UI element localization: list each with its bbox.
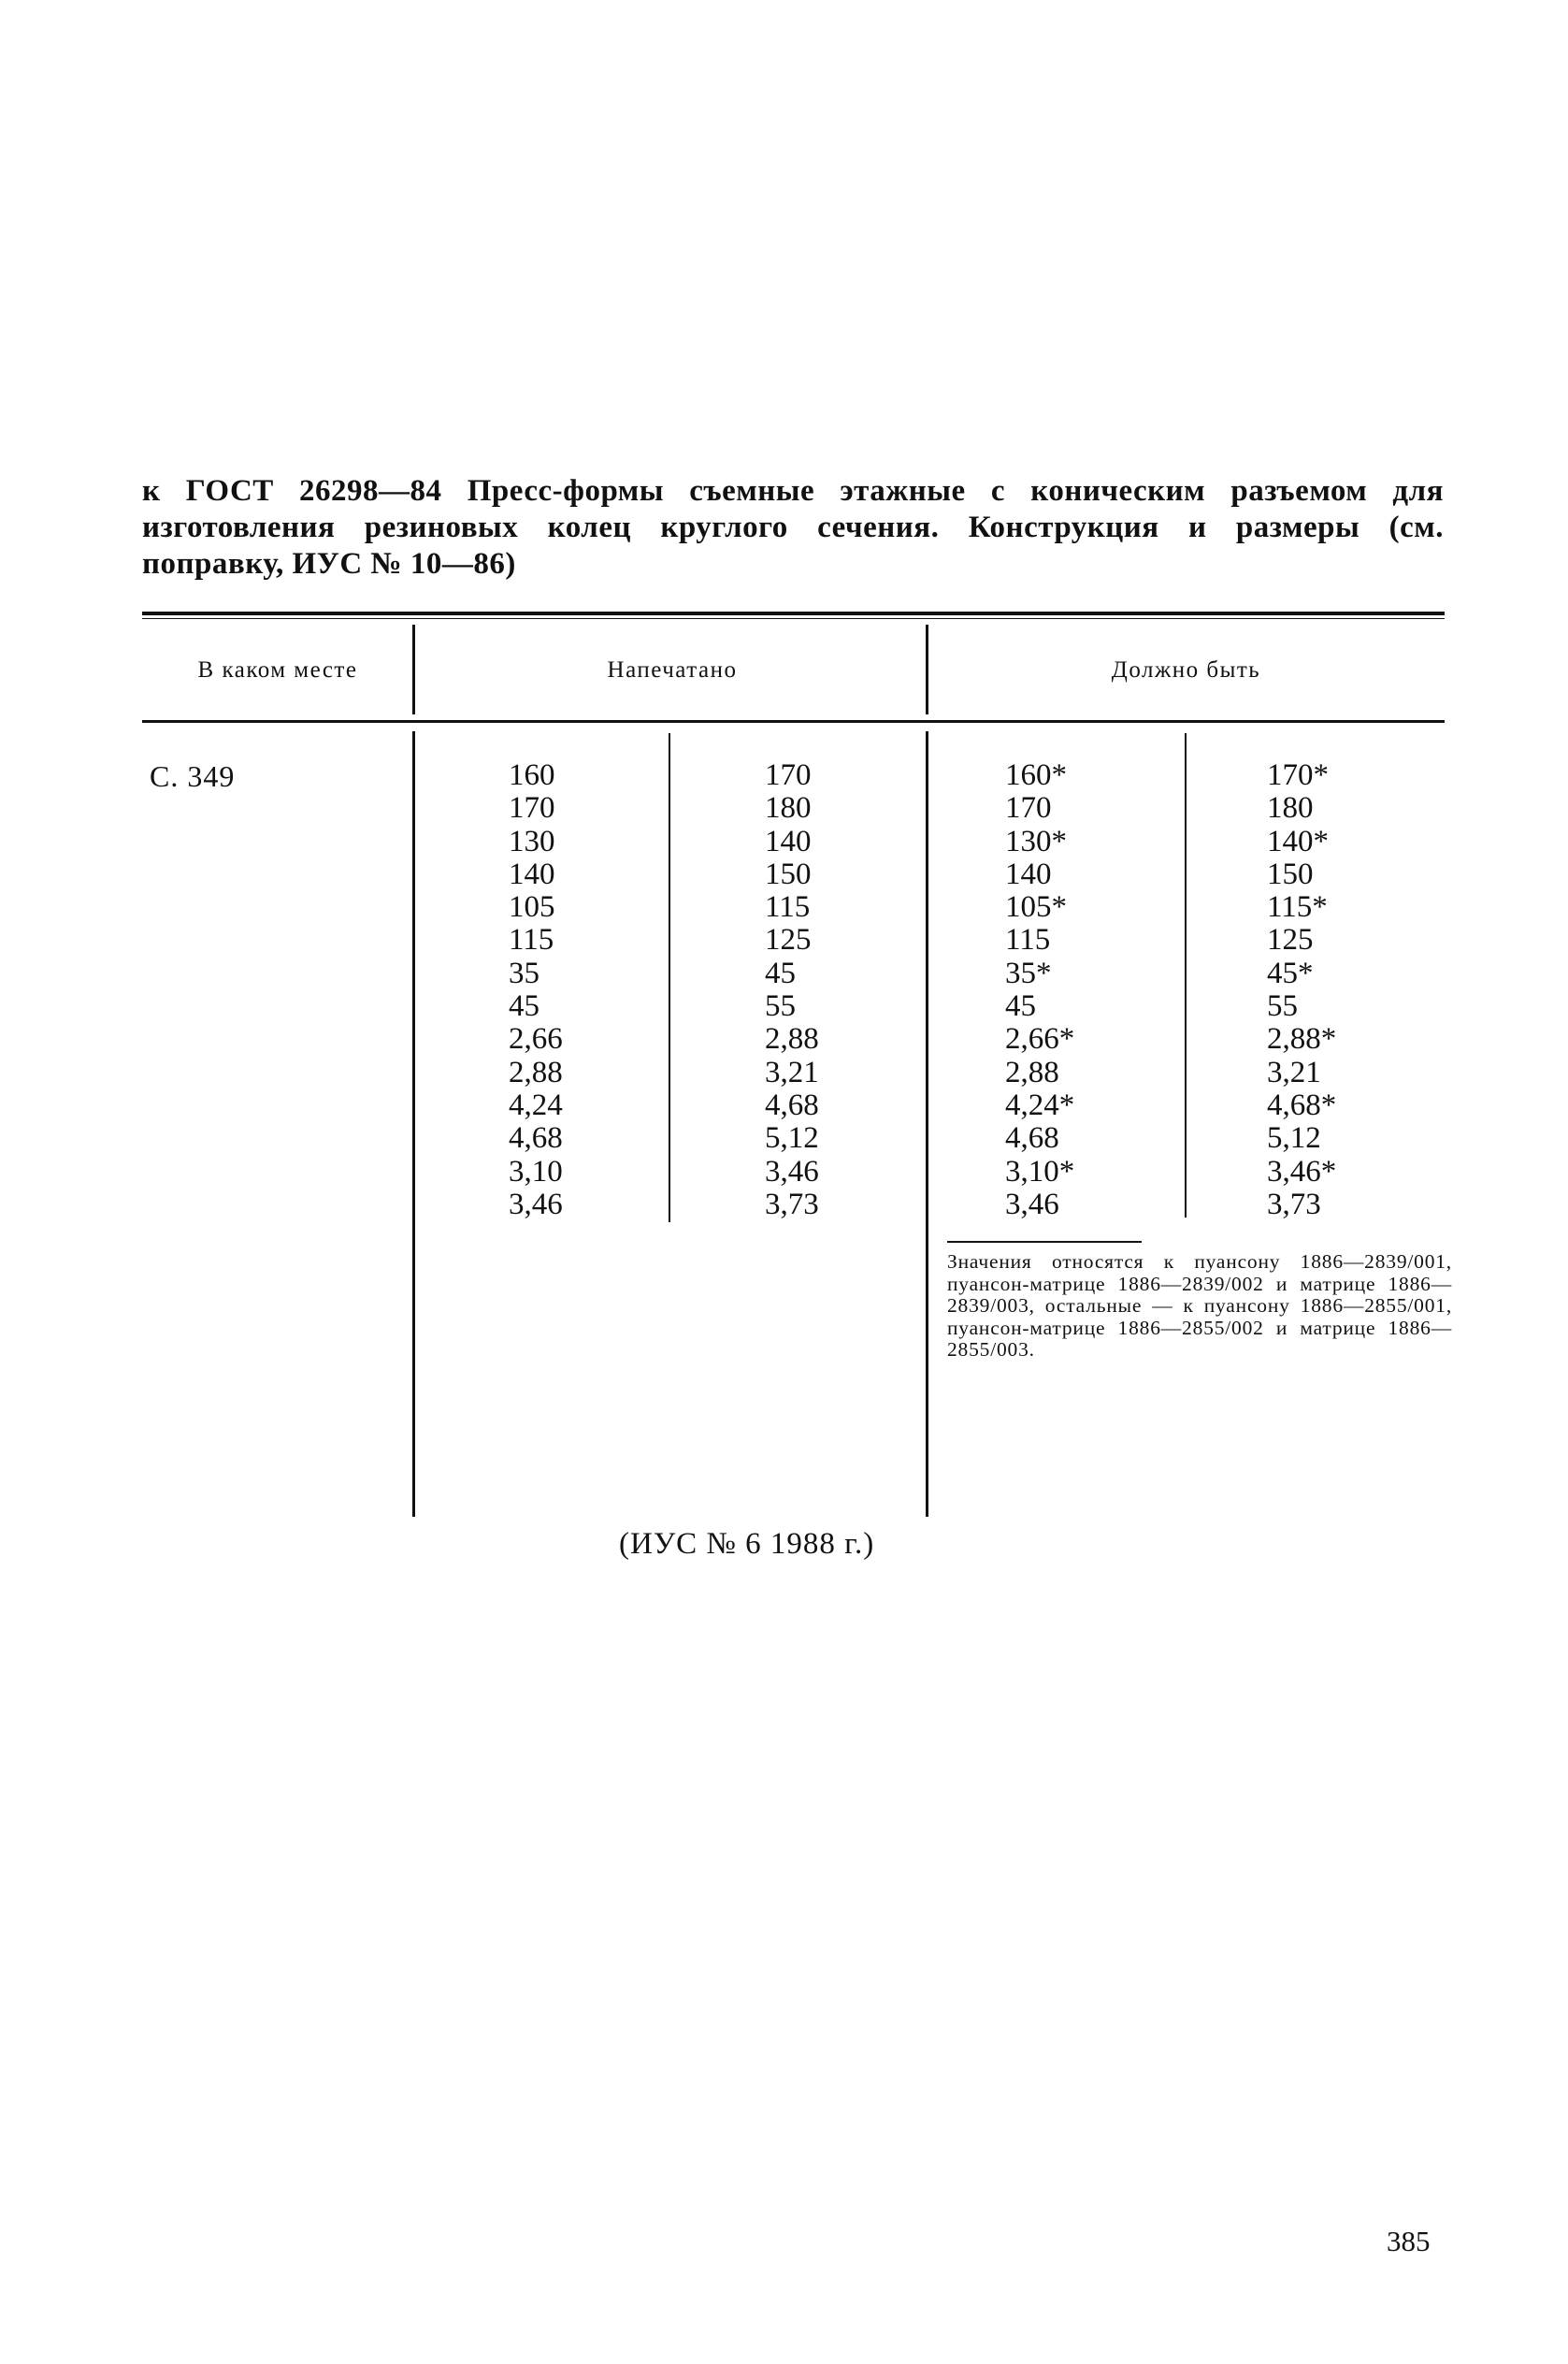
table-cell: 35 bbox=[509, 956, 539, 990]
table-cell: 115 bbox=[509, 923, 554, 958]
table-cell: 115* bbox=[1267, 890, 1328, 925]
table-cell: 105* bbox=[1005, 890, 1067, 925]
table-cell: 125 bbox=[765, 923, 812, 958]
table-cell: 4,68 bbox=[1005, 1121, 1059, 1156]
should-be-column-2 bbox=[1267, 759, 1336, 1221]
table-cell: 140 bbox=[765, 824, 812, 858]
table-cell: 170 bbox=[1005, 791, 1052, 826]
printed-column-2 bbox=[765, 759, 819, 1221]
table-cell: 3,46 bbox=[1005, 1187, 1059, 1221]
table-cell: 140 bbox=[1005, 857, 1052, 891]
printed-column-1 bbox=[509, 759, 563, 1221]
table-cell: 170 bbox=[509, 791, 555, 826]
table-cell: 3,46 bbox=[509, 1187, 563, 1221]
footnote: Значения относятся к пуансону 1886—2839/001, пуансон-матрице 1886—2839/002 и матрице 1886—2839/003, остальные — к пуансону 1886—2855/001, пуансон-матрице 1886—2855/002 и матрице 1886—2855/003. bbox=[947, 1250, 1452, 1361]
issue-reference: (ИУС № 6 1988 г.) bbox=[619, 1527, 875, 1561]
title-line-1: к ГОСТ 26298—84 Пресс-формы съемные этажные с коническим разъемом для bbox=[142, 474, 1444, 508]
table-cell: 3,21 bbox=[765, 1055, 819, 1089]
body-divider-2 bbox=[926, 731, 928, 1517]
table-cell: 130* bbox=[1005, 824, 1067, 858]
table-cell: 3,46* bbox=[1267, 1154, 1337, 1189]
table-cell: 150 bbox=[1267, 857, 1314, 891]
table-cell: 4,68 bbox=[509, 1121, 563, 1156]
table-cell: 55 bbox=[1267, 989, 1298, 1024]
table-cell: 3,73 bbox=[765, 1187, 819, 1221]
table-cell: 45 bbox=[1005, 989, 1036, 1024]
table-cell: 4,24* bbox=[1005, 1088, 1075, 1122]
table-cell: 5,12 bbox=[1267, 1121, 1321, 1156]
table-cell: 45 bbox=[509, 989, 539, 1024]
table-cell: 115 bbox=[1005, 923, 1051, 958]
table-cell: 2,88* bbox=[1267, 1022, 1337, 1057]
table-cell: 105 bbox=[509, 890, 555, 925]
table-cell: 3,21 bbox=[1267, 1055, 1321, 1089]
title-line-3: поправку, ИУС № 10—86) bbox=[142, 547, 516, 581]
header-should-be: Должно быть bbox=[1111, 657, 1261, 683]
table-cell: 4,68 bbox=[765, 1088, 819, 1122]
table-cell: 3,10* bbox=[1005, 1154, 1075, 1189]
table-cell: 45* bbox=[1267, 956, 1314, 990]
header-printed: Напечатано bbox=[607, 657, 738, 683]
table-cell: 55 bbox=[765, 989, 796, 1024]
table-cell: 2,88 bbox=[765, 1022, 819, 1057]
body-divider-1 bbox=[412, 731, 415, 1517]
header-divider-1 bbox=[412, 625, 415, 714]
table-cell: 45 bbox=[765, 956, 796, 990]
place-cell: С. 349 bbox=[150, 759, 236, 793]
table-cell: 140* bbox=[1267, 824, 1329, 858]
table-top-rule bbox=[142, 612, 1445, 615]
table-cell: 4,24 bbox=[509, 1088, 563, 1122]
printed-subdivider bbox=[669, 733, 670, 1222]
table-cell: 35* bbox=[1005, 956, 1052, 990]
table-cell: 3,10 bbox=[509, 1154, 563, 1189]
table-cell: 125 bbox=[1267, 923, 1314, 958]
should-be-column-1 bbox=[1005, 759, 1074, 1221]
table-cell: 2,66* bbox=[1005, 1022, 1075, 1057]
should-subdivider bbox=[1185, 733, 1187, 1218]
document-title bbox=[142, 473, 1444, 583]
header-place: В каком месте bbox=[197, 657, 358, 683]
table-cell: 3,73 bbox=[1267, 1187, 1321, 1221]
table-cell: 170 bbox=[765, 758, 812, 792]
header-divider-2 bbox=[926, 625, 928, 714]
table-cell: 2,88 bbox=[509, 1055, 563, 1089]
table-cell: 160 bbox=[509, 758, 555, 792]
table-cell: 180 bbox=[1267, 791, 1314, 826]
table-cell: 180 bbox=[765, 791, 812, 826]
table-top-rule-thin bbox=[142, 618, 1445, 619]
page-number: 385 bbox=[1387, 2225, 1431, 2257]
table-cell: 150 bbox=[765, 857, 812, 891]
title-line-2: изготовления резиновых колец круглого сечения. Конструкция и размеры (см. bbox=[142, 511, 1444, 544]
table-cell: 4,68* bbox=[1267, 1088, 1337, 1122]
table-cell: 5,12 bbox=[765, 1121, 819, 1156]
table-cell: 2,88 bbox=[1005, 1055, 1059, 1089]
table-cell: 160* bbox=[1005, 758, 1067, 792]
header-separator bbox=[142, 720, 1445, 723]
footnote-rule bbox=[947, 1241, 1142, 1243]
table-cell: 130 bbox=[509, 824, 555, 858]
table-cell: 3,46 bbox=[765, 1154, 819, 1189]
table-cell: 115 bbox=[765, 890, 811, 925]
table-cell: 140 bbox=[509, 857, 555, 891]
table-cell: 170* bbox=[1267, 758, 1329, 792]
table-cell: 2,66 bbox=[509, 1022, 563, 1057]
